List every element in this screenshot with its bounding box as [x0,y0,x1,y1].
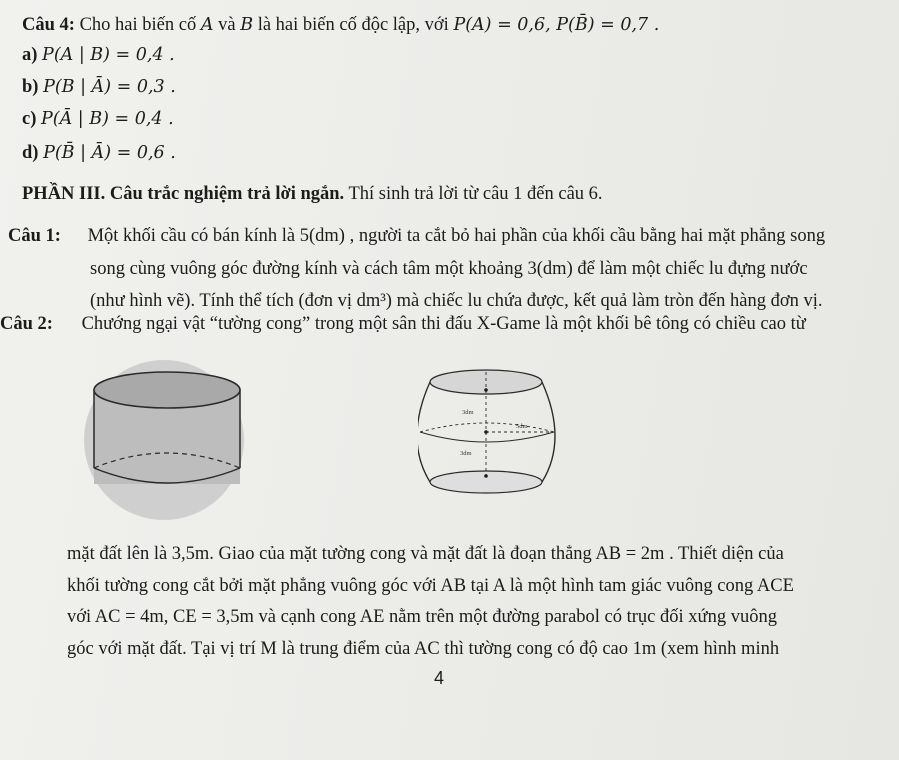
q2-line-4 [67,606,777,628]
page-number: 4 [434,668,445,688]
q2-line-1 [0,313,806,335]
q2-text-1: Chướng ngại vật “tường cong” trong một sân thi đấu X-Game là một khối bê tông có chiều cao từ [81,314,806,334]
q4-option-d-label: d) [22,143,39,163]
q1-line-3 [90,290,823,312]
q4-and: và [213,15,241,35]
q4-given: P(A) = 0,6, P(B̄) = 0,7 . [453,15,660,35]
q4-option-a-label: a) [22,45,38,65]
q4-option-d-expr: P(B̄ | Ā) = 0,6 . [43,143,176,163]
q2-text-5: góc với mặt đất. Tại vị trí M là trung điểm của AC thì tường cong có độ cao 1m (xem hình minh [67,639,780,659]
q4-var-b: B [240,15,254,35]
q1-label: Câu 1: [8,226,61,246]
barrel-top-ellipse [94,372,240,408]
q4-stem [22,14,659,36]
q4-option-c-label: c) [22,109,37,129]
q4-desc: là hai biến cố độc lập, với [253,15,454,35]
sphere-label-right: 5dm [516,423,528,430]
sphere-equator-front [420,432,554,442]
q4-option-b [22,76,176,98]
q2-text-3: khối tường cong cắt bởi mặt phẳng vuông góc với AB tại A là một hình tam giác vuông cong ACE [67,576,794,596]
sphere-figure [418,356,566,522]
sphere-top-point [484,388,488,392]
q2-line-5 [67,638,779,660]
part3-instruction: Thí sinh trả lời từ câu 1 đến câu 6. [344,184,603,204]
q4-option-a [22,44,175,66]
q2-label: Câu 2: [0,314,53,334]
q2-text-2: mặt đất lên là 3,5m. Giao của mặt tường cong và mặt đất là đoạn thẳng AB = 2m . Thiết diện của [67,544,784,564]
q4-var-a: A [200,15,214,35]
part3-title: PHẦN III. Câu trắc nghiệm trả lời ngắn. [22,184,345,204]
q4-option-a-expr: P(A | B) = 0,4 . [42,45,175,65]
q4-option-b-expr: P(B | Ā) = 0,3 . [43,77,176,97]
q4-option-c [22,108,174,130]
q1-text-2: song cùng vuông góc đường kính và cách tâm một khoảng 3(dm) để làm một chiếc lu đựng nước [90,259,808,279]
sphere-label-mid: 3dm [460,450,472,457]
barrel-figure [80,356,260,522]
q1-text-1: Một khối cầu có bán kính là 5(dm) , người ta cắt bỏ hai phần của khối cầu bằng hai mặt phẳng song [87,226,826,246]
q4-intro: Cho hai biến cố [74,15,197,35]
q2-line-2 [67,543,784,565]
q1-text-3: (như hình vẽ). Tính thể tích (đơn vị dm³) mà chiếc lu chứa được, kết quả làm tròn đến hàng đơn vị. [90,291,823,311]
q1-line-1 [8,225,825,247]
sphere-center-point [484,430,488,434]
q4-option-b-label: b) [22,77,39,97]
q4-label: Câu 4: [22,15,75,35]
sphere-label-top: 3dm [462,409,474,416]
part3-heading [22,183,603,205]
q2-line-3 [67,575,794,597]
q4-option-d [22,142,176,164]
sphere-bottom-point [484,474,488,478]
q4-option-c-expr: P(Ā | B) = 0,4 . [41,109,174,129]
q1-line-2 [90,258,808,280]
q2-text-4: với AC = 4m, CE = 3,5m và cạnh cong AE nằm trên một đường parabol có trục đối xứng vuông [67,607,777,627]
